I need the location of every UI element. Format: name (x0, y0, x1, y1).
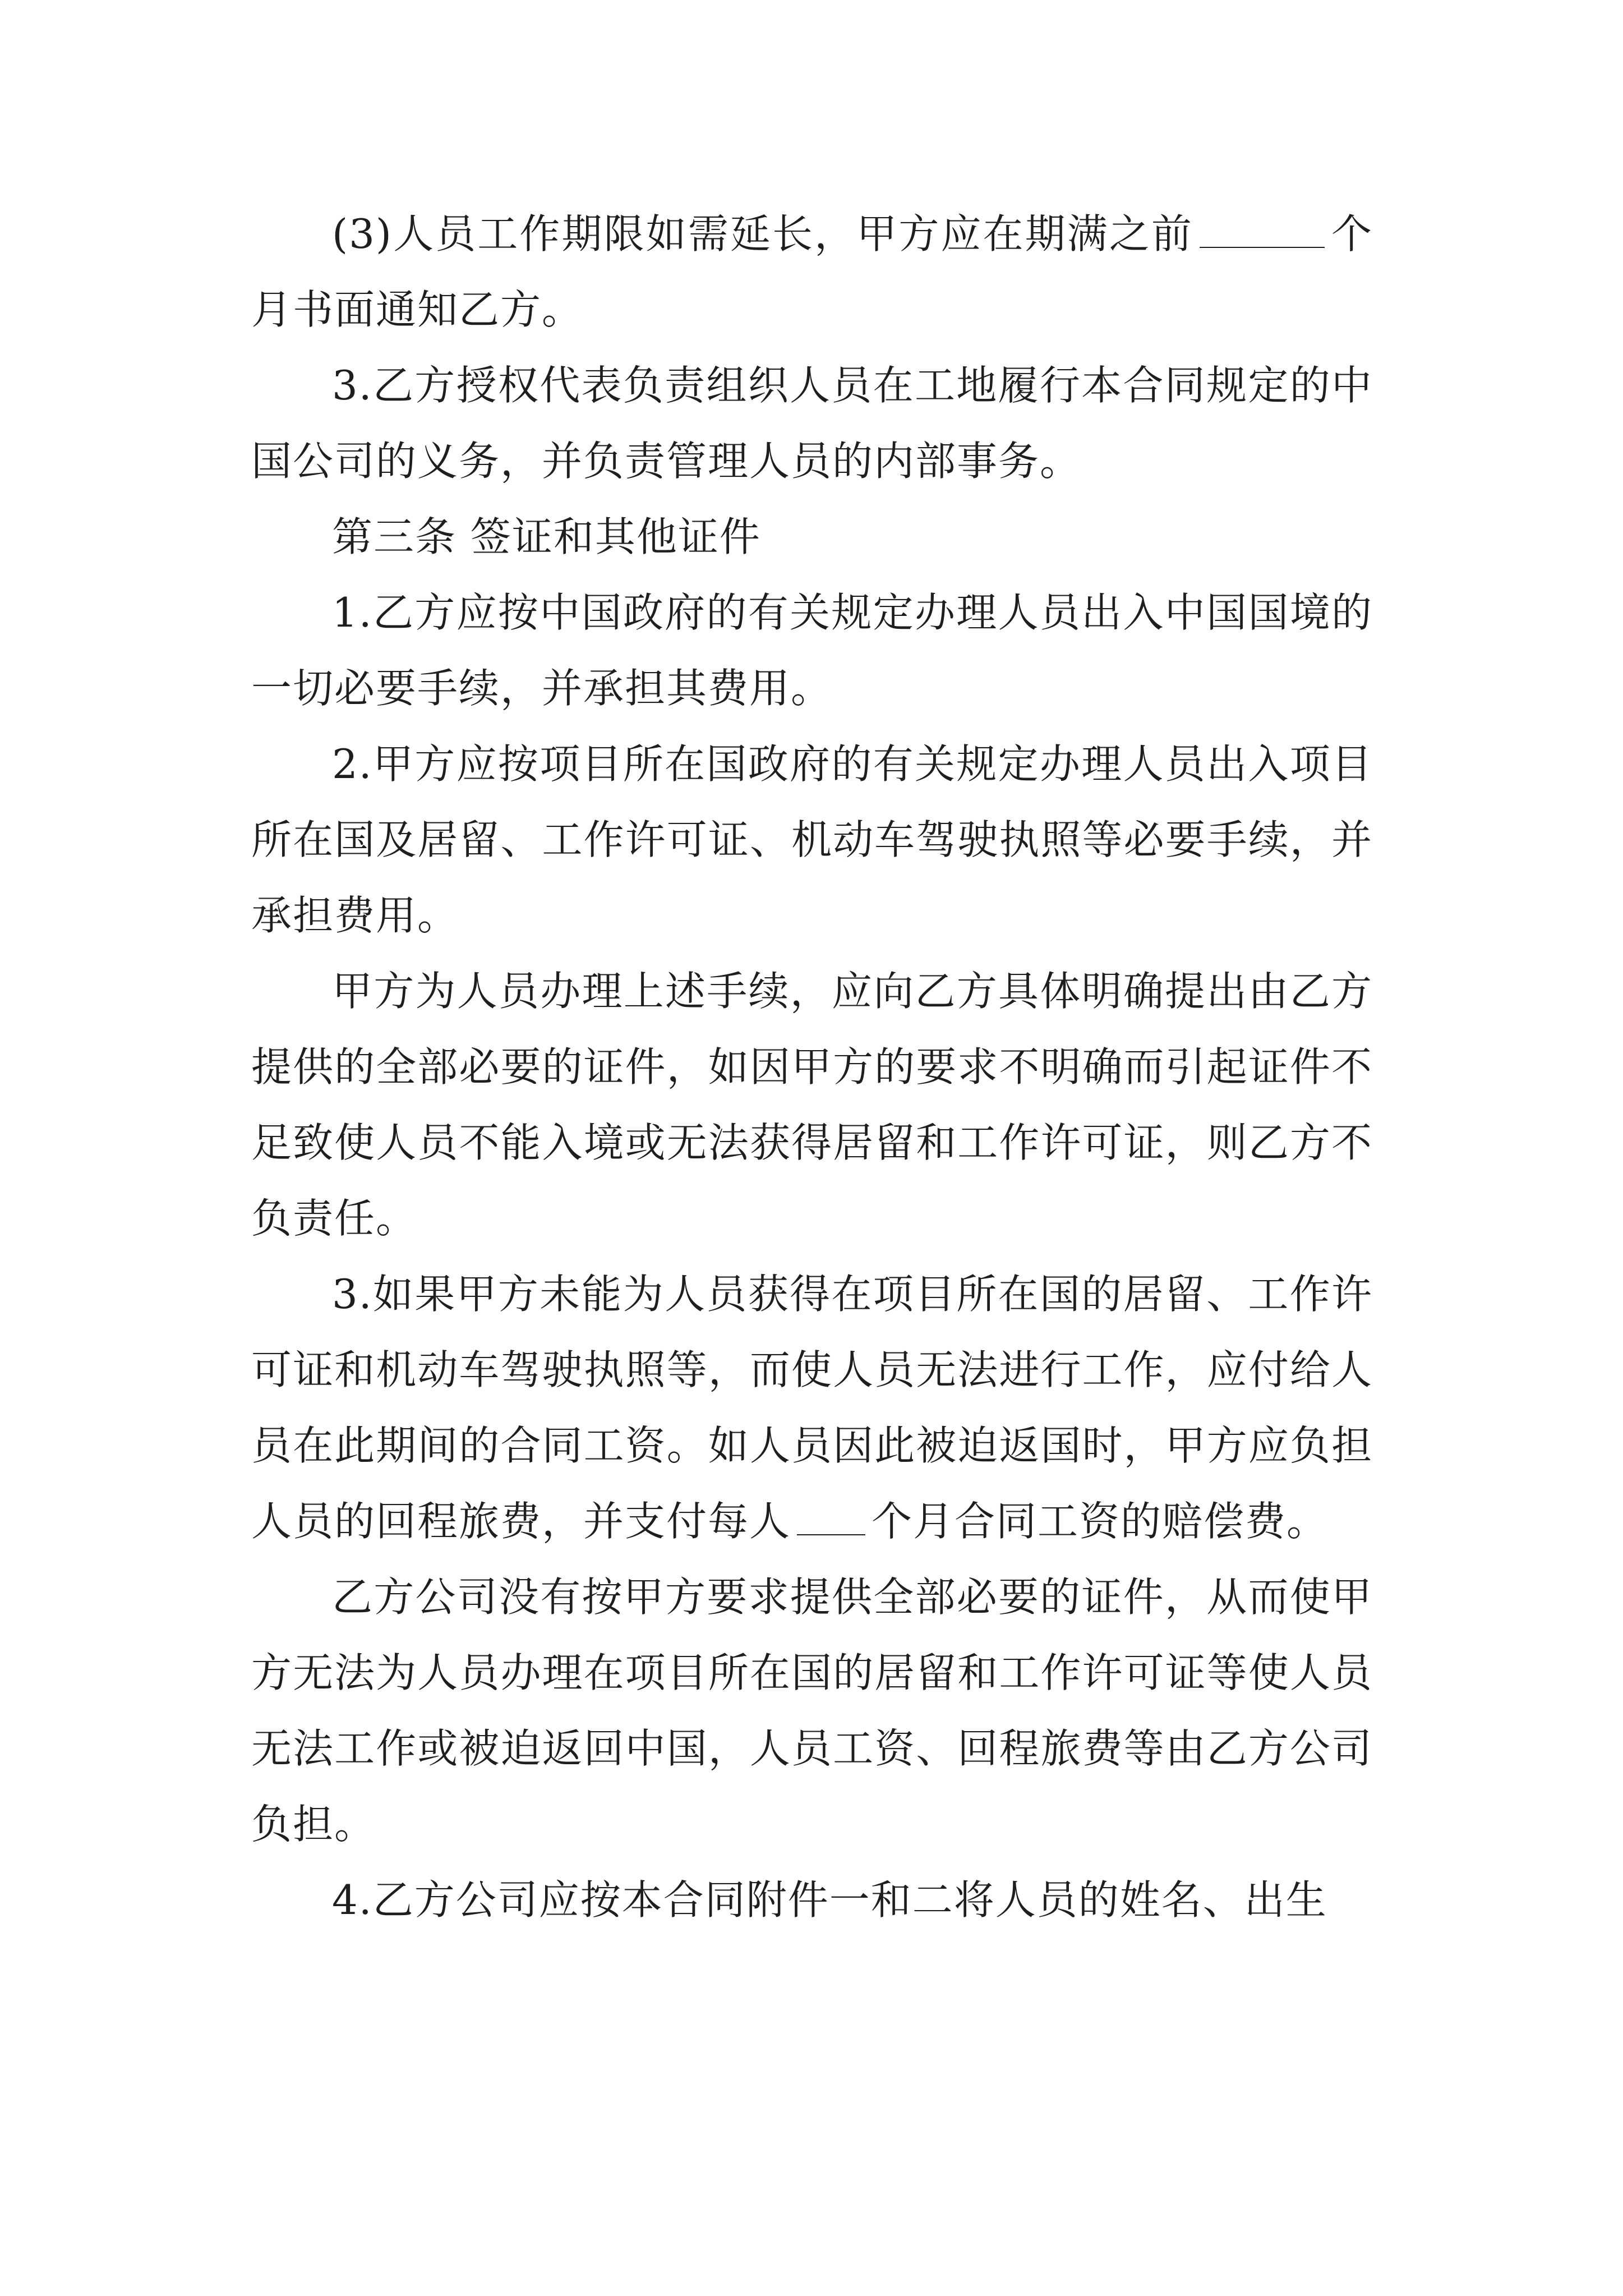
paragraph-text-before-blank: (3)人员工作期限如需延长，甲方应在期满之前 (332, 210, 1194, 257)
paragraph-visa-clause-2: 2.甲方应按项目所在国政府的有关规定办理人员出入项目所在国及居留、工作许可证、机动车驾驶执照等必要手续，并承担费用。 (251, 740, 1373, 939)
paragraph-clause-3-representative: 3.乙方授权代表负责组织人员在工地履行本合同规定的中国公司的义务，并负责管理人员的内部事务。 (251, 362, 1373, 485)
paragraph-party-b-liability: 乙方公司没有按甲方要求提供全部必要的证件，从而使甲方无法为人员办理在项目所在国的居留和工作许可证等使人员无法工作或被迫返回中国，人员工资、回程旅费等由乙方公司负担。 (251, 1573, 1373, 1848)
paragraph-text-after-blank: 个月合同工资的赔偿费。 (872, 1498, 1329, 1545)
section-heading-article-3: 第三条 签证和其他证件 (332, 513, 761, 560)
paragraph-work-period-extension (251, 196, 1373, 348)
paragraph-visa-clause-4: 4.乙方公司应按本合同附件一和二将人员的姓名、出生 (332, 1876, 1327, 1924)
paragraph-text-before-blank: 3.如果甲方未能为人员获得在项目所在国的居留、工作许可证和机动车驾驶执照等，而使人员无法进行工作，应付给人员在此期间的合同工资。如人员因此被迫返国时，甲方应负担人员的回程旅费，并支付每人 (251, 1271, 1373, 1545)
paragraph-text-after-blank: 个月书面通知乙方。 (251, 210, 1373, 333)
paragraph-visa-clause-3 (251, 1257, 1373, 1559)
fill-in-blank (1200, 210, 1325, 248)
paragraph-visa-clause-1: 1.乙方应按中国政府的有关规定办理人员出入中国国境的一切必要手续，并承担其费用。 (251, 589, 1373, 712)
fill-in-blank (797, 1498, 865, 1535)
document-body (251, 196, 1373, 1938)
paragraph-document-requirements: 甲方为人员办理上述手续，应向乙方具体明确提出由乙方提供的全部必要的证件，如因甲方的要求不明确而引起证件不足致使人员不能入境或无法获得居留和工作许可证，则乙方不负责任。 (251, 968, 1373, 1242)
